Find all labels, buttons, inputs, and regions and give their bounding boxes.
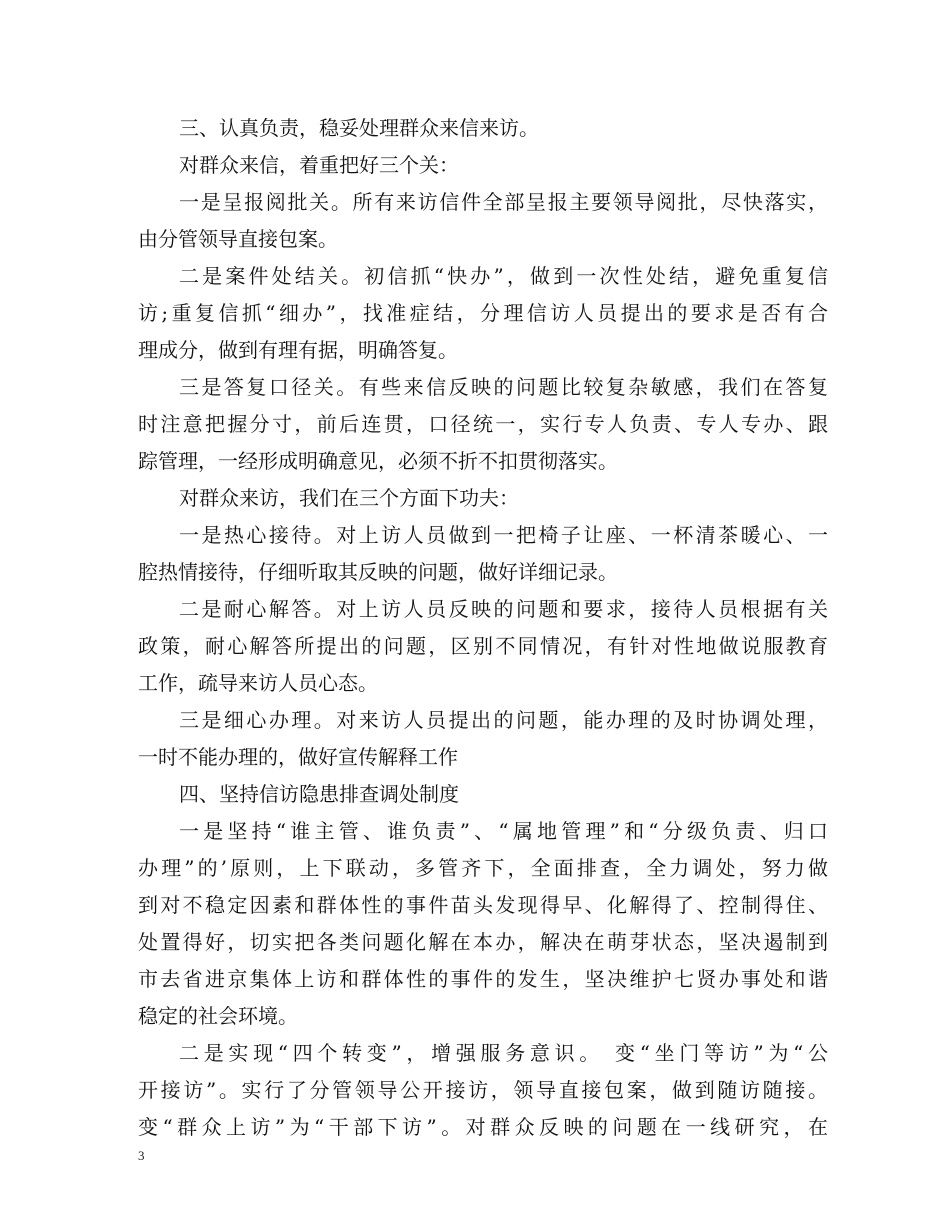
text-line: 访;重复信抓“细办”，找准症结，分理信访人员提出的要求是否有合 — [138, 301, 828, 325]
text-line: 时注意把握分寸，前后连贯，口径统一，实行专人负责、专人专办、跟 — [138, 412, 828, 436]
text-line: 开接访”。实行了分管领导公开接访，领导直接包案，做到随访随接。 — [138, 1078, 828, 1102]
text-line: 一是呈报阅批关。所有来访信件全部呈报主要领导阅批，尽快落实， — [179, 190, 828, 214]
text-line: 四、坚持信访隐患排查调处制度 — [179, 782, 459, 806]
text-line: 稳定的社会环境。 — [138, 1004, 298, 1028]
text-line: 一是热心接待。对上访人员做到一把椅子让座、一杯清茶暖心、一 — [179, 523, 828, 547]
text-line: 政策，耐心解答所提出的问题，区别不同情况，有针对性地做说服教育 — [138, 634, 828, 658]
text-line: 三是答复口径关。有些来信反映的问题比较复杂敏感，我们在答复 — [179, 375, 828, 399]
text-line: 腔热情接待，仔细听取其反映的问题，做好详细记录。 — [138, 560, 618, 584]
text-line: 由分管领导直接包案。 — [138, 227, 338, 251]
text-line: 办理”的’原则，上下联动，多管齐下，全面排查，全力调处，努力做 — [138, 856, 828, 880]
text-line: 市去省进京集体上访和群体性的事件的发生，坚决维护七贤办事处和谐 — [138, 967, 828, 991]
text-line: 一是坚持“谁主管、谁负责”、“属地管理”和“分级负责、归口 — [179, 819, 828, 843]
text-line: 工作，疏导来访人员心态。 — [138, 671, 378, 695]
text-line: 踪管理，一经形成明确意见，必须不折不扣贯彻落实。 — [138, 449, 618, 473]
text-line: 理成分，做到有理有据，明确答复。 — [138, 338, 458, 362]
text-line: 处置得好，切实把各类问题化解在本办，解决在萌芽状态，坚决遏制到 — [138, 930, 828, 954]
text-line: 三是细心办理。对来访人员提出的问题，能办理的及时协调处理， — [179, 708, 828, 732]
text-line: 二是案件处结关。初信抓“快办”，做到一次性处结，避免重复信 — [179, 264, 828, 288]
document-body — [138, 110, 828, 1146]
text-line: 二是耐心解答。对上访人员反映的问题和要求，接待人员根据有关 — [179, 597, 828, 621]
text-line: 二是实现“四个转变”，增强服务意识。 变“坐门等访”为“公 — [179, 1041, 828, 1065]
page-number: 3 — [138, 1148, 145, 1163]
text-line: 到对不稳定因素和群体性的事件苗头发现得早、化解得了、控制得住、 — [138, 893, 828, 917]
text-line: 一时不能办理的，做好宣传解释工作 — [138, 745, 458, 769]
text-line: 对群众来信，着重把好三个关： — [179, 153, 459, 177]
text-line: 三、认真负责，稳妥处理群众来信来访。 — [179, 116, 539, 140]
text-line: 变“群众上访”为“干部下访”。对群众反映的问题在一线研究，在 — [138, 1115, 828, 1139]
text-line: 对群众来访，我们在三个方面下功夫： — [179, 486, 519, 510]
